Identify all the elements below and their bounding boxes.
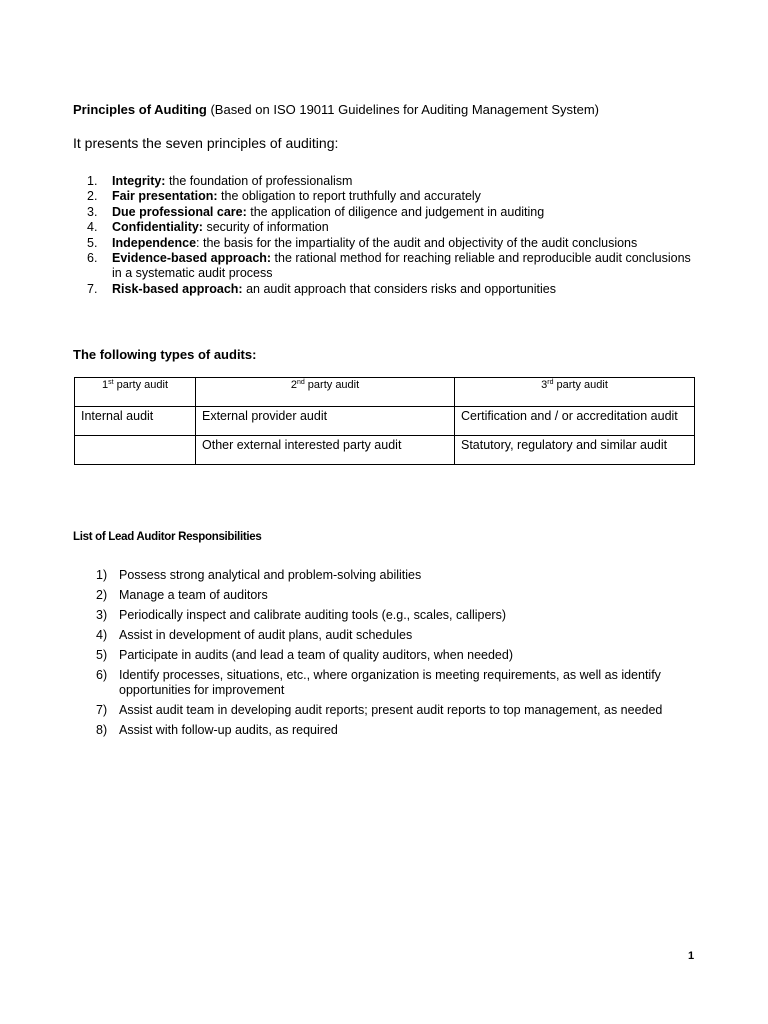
list-item	[73, 174, 703, 189]
audit-types-table	[74, 377, 695, 465]
list-item	[73, 703, 693, 718]
list-item	[73, 251, 703, 282]
list-item	[73, 220, 703, 235]
list-item	[73, 205, 703, 220]
table-header-first-party: 1st party audit	[75, 378, 196, 407]
list-item	[73, 628, 693, 643]
principle-description: : the basis for the impartiality of the audit and objectivity of the audit conclusions	[196, 235, 638, 250]
audit-types-heading: The following types of audits:	[73, 347, 257, 362]
list-number: 8)	[96, 723, 108, 737]
principles-list	[73, 174, 703, 297]
principle-term: Fair presentation:	[112, 189, 218, 204]
table-cell: Other external interested party audit	[196, 436, 455, 465]
list-item	[73, 588, 693, 603]
table-cell: Internal audit	[75, 407, 196, 436]
list-number: 1.	[87, 174, 98, 188]
table-cell	[75, 436, 196, 465]
list-number: 1)	[96, 568, 108, 582]
table-header-second-party: 2nd party audit	[196, 378, 455, 407]
responsibility-text: Periodically inspect and calibrate auditing tools (e.g., scales, callipers)	[119, 608, 506, 622]
principle-description: the obligation to report truthfully and accurately	[217, 189, 481, 204]
list-item	[73, 648, 693, 663]
principle-description: an audit approach that considers risks and opportunities	[242, 281, 556, 296]
responsibility-text: Manage a team of auditors	[119, 588, 268, 602]
principle-description: the foundation of professionalism	[165, 174, 353, 188]
list-item	[73, 189, 703, 204]
list-number: 2.	[87, 189, 98, 204]
list-number: 7)	[96, 703, 108, 717]
page-number: 1	[688, 950, 695, 962]
list-number: 7.	[87, 281, 98, 296]
principle-description: the rational method for reaching reliable and reproducible audit conclusions in a systematic audit process	[112, 251, 691, 281]
principle-term: Independence	[112, 235, 197, 250]
intro-text: It presents the seven principles of auditing:	[73, 135, 339, 151]
table-cell: External provider audit	[196, 407, 455, 436]
table-row	[75, 436, 695, 465]
list-item	[73, 608, 693, 623]
principle-term: Due professional care:	[112, 204, 247, 219]
principle-term: Confidentiality:	[112, 220, 203, 235]
list-item	[73, 568, 693, 583]
list-item	[73, 723, 693, 738]
list-item	[73, 282, 703, 297]
list-number: 3.	[87, 204, 98, 219]
page-title	[73, 102, 599, 118]
responsibility-text: Identify processes, situations, etc., where organization is meeting requirements, as well as identify opportunities for improvement	[119, 668, 661, 697]
principle-term: Integrity:	[112, 174, 166, 188]
principle-term: Evidence-based approach:	[112, 251, 272, 266]
list-item	[73, 236, 703, 251]
table-header-third-party: 3rd party audit	[455, 378, 695, 407]
responsibility-text: Assist with follow-up audits, as required	[119, 723, 338, 737]
responsibilities-heading: List of Lead Auditor Responsibilities	[73, 531, 262, 543]
list-number: 5)	[96, 648, 108, 662]
responsibility-text: Participate in audits (and lead a team of quality auditors, when needed)	[119, 648, 513, 662]
responsibility-text: Assist audit team in developing audit reports; present audit reports to top management, as needed	[119, 703, 663, 717]
list-item	[73, 668, 693, 698]
principle-description: the application of diligence and judgement in auditing	[246, 204, 545, 219]
page-title-subtitle: (Based on ISO 19011 Guidelines for Auditing Management System)	[206, 102, 600, 117]
list-number: 5.	[87, 235, 98, 250]
table-row	[75, 407, 695, 436]
list-number: 6.	[87, 251, 98, 266]
responsibility-text: Assist in development of audit plans, audit schedules	[119, 628, 413, 642]
list-number: 4)	[96, 628, 108, 642]
table-cell: Certification and / or accreditation audit	[455, 407, 695, 436]
table-cell: Statutory, regulatory and similar audit	[455, 436, 695, 465]
page-title-bold: Principles of Auditing	[73, 102, 207, 117]
list-number: 4.	[87, 220, 98, 235]
list-number: 2)	[96, 588, 108, 602]
list-number: 3)	[96, 608, 108, 622]
responsibility-text: Possess strong analytical and problem-solving abilities	[119, 568, 422, 582]
list-number: 6)	[96, 668, 108, 682]
table-header-row	[75, 378, 695, 407]
principle-description: security of information	[202, 220, 329, 235]
principle-term: Risk-based approach:	[112, 281, 243, 296]
responsibilities-list	[73, 568, 693, 743]
